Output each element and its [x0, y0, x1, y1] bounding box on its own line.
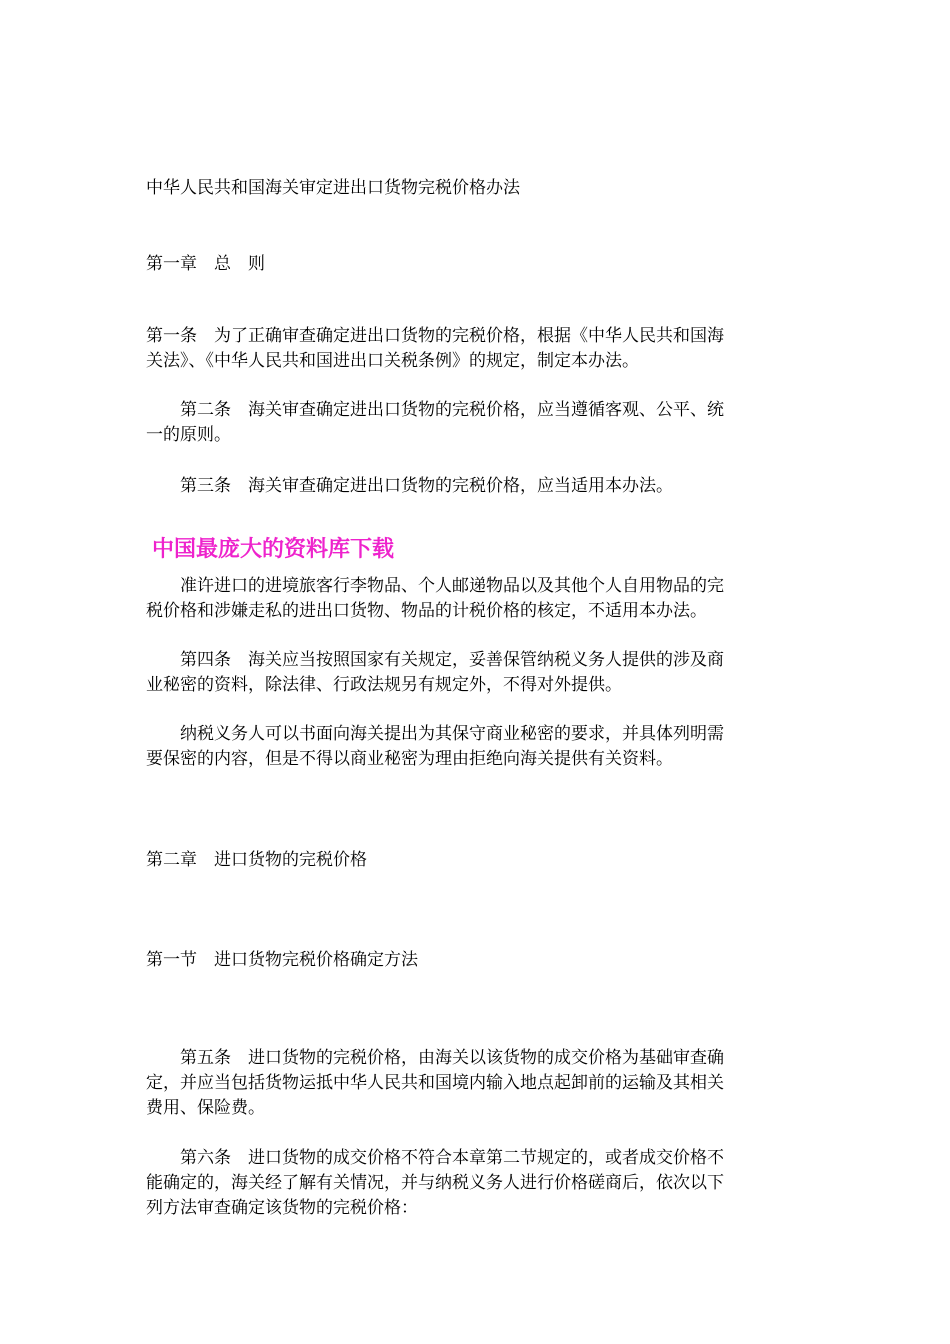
article-1-line: 第一条 为了正确审查确定进出口货物的完税价格，根据《中华人民共和国海 [146, 326, 724, 346]
article-5-line: 第五条 进口货物的完税价格，由海关以该货物的成交价格为基础审查确 [146, 1048, 724, 1068]
article-4-note-line: 纳税义务人可以书面向海关提出为其保守商业秘密的要求，并具体列明需 [146, 724, 724, 744]
article-3-line: 第三条 海关审查确定进出口货物的完税价格，应当适用本办法。 [146, 476, 673, 496]
article-1 [146, 324, 806, 374]
chapter-1-heading: 第一章 总 则 [146, 254, 265, 274]
chapter-2-heading: 第二章 进口货物的完税价格 [146, 850, 367, 870]
article-3 [146, 474, 806, 499]
article-3-note-line: 准许进口的进境旅客行李物品、个人邮递物品以及其他个人自用物品的完 [146, 576, 724, 596]
section-1-heading: 第一节 进口货物完税价格确定方法 [146, 950, 418, 970]
document-title: 中华人民共和国海关审定进出口货物完税价格办法 [146, 178, 520, 198]
article-1-line: 关法》、《中华人民共和国进出口关税条例》的规定，制定本办法。 [146, 351, 639, 371]
article-4-note [146, 722, 806, 772]
article-2-line: 一的原则。 [146, 425, 231, 445]
article-3-note [146, 574, 806, 624]
article-4-note-line: 要保密的内容，但是不得以商业秘密为理由拒绝向海关提供有关资料。 [146, 749, 673, 769]
article-4-line: 业秘密的资料，除法律、行政法规另有规定外，不得对外提供。 [146, 675, 622, 695]
article-6-line: 第六条 进口货物的成交价格不符合本章第二节规定的，或者成交价格不 [146, 1148, 724, 1168]
article-4-line: 第四条 海关应当按照国家有关规定，妥善保管纳税义务人提供的涉及商 [146, 650, 724, 670]
article-2-line: 第二条 海关审查确定进出口货物的完税价格，应当遵循客观、公平、统 [146, 400, 724, 420]
article-3-note-line: 税价格和涉嫌走私的进出口货物、物品的计税价格的核定，不适用本办法。 [146, 601, 707, 621]
article-5-line: 费用、保险费。 [146, 1098, 265, 1118]
article-6-line: 列方法审查确定该货物的完税价格： [146, 1198, 418, 1218]
article-6-line: 能确定的，海关经了解有关情况，并与纳税义务人进行价格磋商后，依次以下 [146, 1173, 724, 1193]
article-5-line: 定，并应当包括货物运抵中华人民共和国境内输入地点起卸前的运输及其相关 [146, 1073, 724, 1093]
article-5 [146, 1046, 806, 1121]
article-4 [146, 648, 806, 698]
article-2 [146, 398, 806, 448]
watermark-banner: 中国最庞大的资料库下载 [152, 537, 395, 562]
article-6 [146, 1146, 806, 1221]
